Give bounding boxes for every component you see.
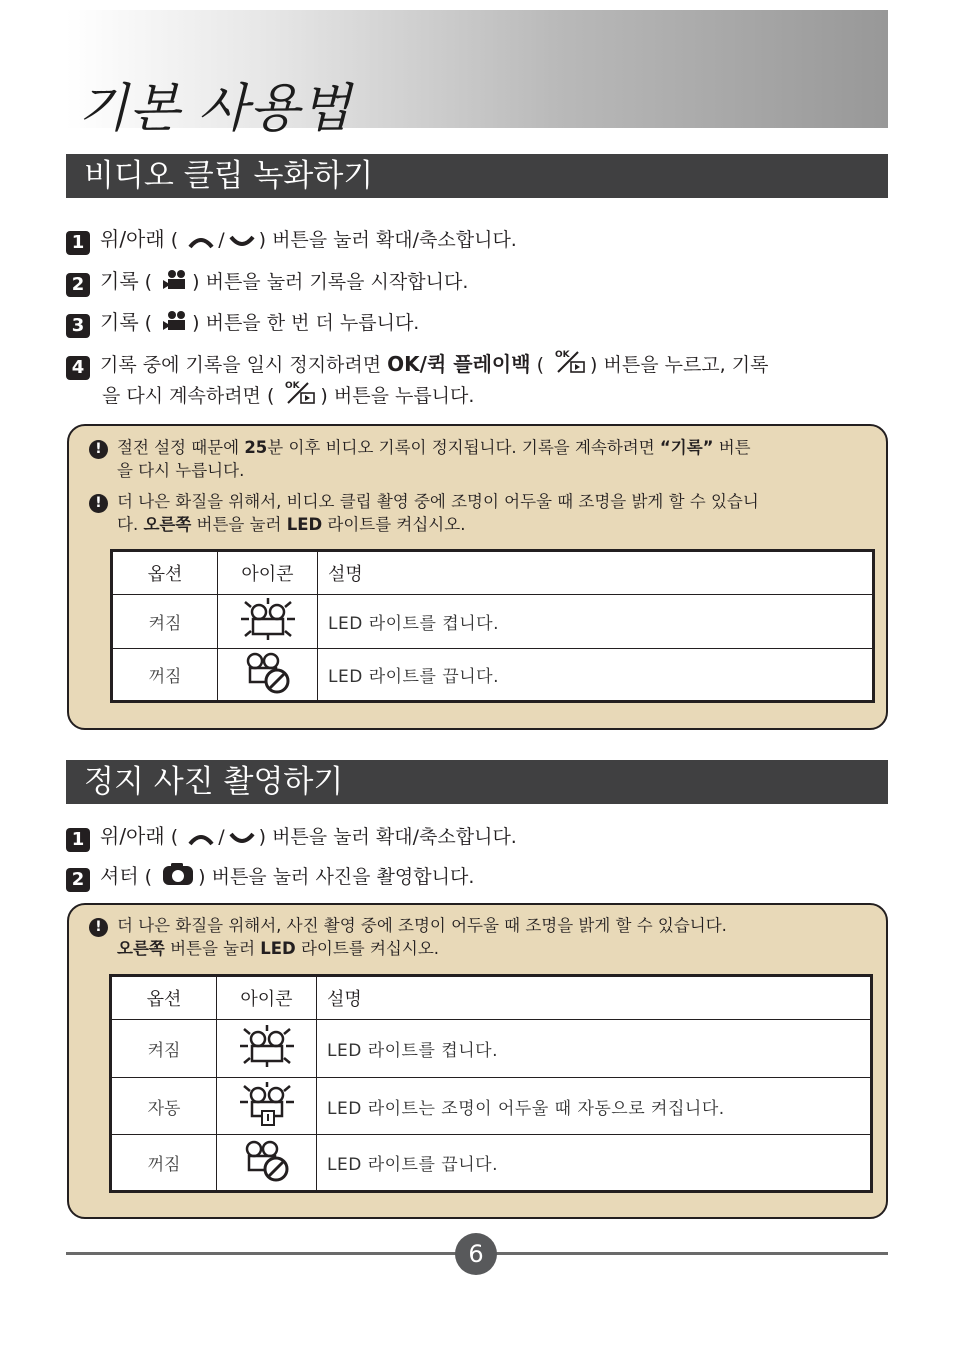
header-option: 옵션 (112, 551, 218, 595)
video-step-1: 1 위/아래 ( / ) 버튼을 눌러 확대/축소합니다. (66, 226, 517, 255)
table-row: 자동 LED 라이트는 조명이 어두울 때 자동으로 켜집니다. (111, 1078, 872, 1135)
header-description: 설명 (318, 551, 874, 595)
table-header-row (111, 976, 872, 1020)
page-number: 6 (455, 1233, 497, 1275)
led-auto-icon (236, 1081, 298, 1127)
video-step-3: 3 기록 ( ) 버튼을 한 번 더 누릅니다. (66, 309, 419, 338)
up-arrow-icon (188, 235, 214, 249)
photo-notes-box (67, 903, 888, 1219)
warning-icon: ! (89, 918, 108, 937)
led-on-icon (236, 1023, 298, 1069)
video-record-icon (162, 310, 188, 332)
video-note-2: ! 더 나은 화질을 위해서, 비디오 클립 촬영 중에 조명이 어두울 때 조명을 밝게 할 수 있습니 다. 오른쪽 버튼을 눌러 LED 라이트를 켜십시오. (89, 490, 759, 536)
led-off-icon (237, 649, 299, 695)
down-arrow-icon (229, 832, 255, 846)
video-step-4: 4 기록 중에 기록을 일시 정지하려면 OK/퀵 플레이백 ( OK ) 버튼을 누르고, 기록 (66, 348, 768, 380)
camera-shutter-icon (162, 862, 194, 886)
section-heading-photo: 정지 사진 촬영하기 (66, 760, 888, 804)
up-arrow-icon (188, 832, 214, 846)
video-notes-box (67, 424, 888, 730)
video-record-icon (162, 269, 188, 291)
header-icon: 아이콘 (218, 551, 318, 595)
ok-playback-icon (554, 348, 586, 374)
video-step-4-line2: 을 다시 계속하려면 ( OK ) 버튼을 누릅니다. (102, 381, 475, 407)
ok-playback-icon (284, 379, 316, 405)
photo-note-1: ! 더 나은 화질을 위해서, 사진 촬영 중에 조명이 어두울 때 조명을 밝게 할 수 있습니다. 오른쪽 버튼을 눌러 LED 라이트를 켜십시오. (89, 914, 727, 960)
video-note-1: ! 절전 설정 때문에 25분 이후 비디오 기록이 정지됩니다. 기록을 계속하려면 “기록” 버튼 을 다시 누릅니다. (89, 436, 751, 482)
table-row: 꺼짐 LED 라이트를 끕니다. (111, 1135, 872, 1192)
section-heading-video: 비디오 클립 녹화하기 (66, 154, 888, 198)
warning-icon: ! (89, 440, 108, 459)
table-row: 켜짐 LED 라이트를 켭니다. (111, 1020, 872, 1078)
photo-step-2: 2 셔터 ( ) 버튼을 눌러 사진을 촬영합니다. (66, 862, 474, 892)
table-row: 꺼짐 LED 라이트를 끕니다. (112, 649, 874, 702)
photo-led-options-table (109, 974, 873, 1193)
header-icon: 아이콘 (217, 976, 317, 1020)
photo-step-1: 1 위/아래 ( / ) 버튼을 눌러 확대/축소합니다. (66, 823, 517, 852)
table-header-row (112, 551, 874, 595)
header-description: 설명 (317, 976, 872, 1020)
table-row: 켜짐 LED 라이트를 켭니다. (112, 595, 874, 649)
led-off-icon (236, 1137, 298, 1183)
down-arrow-icon (229, 235, 255, 249)
video-led-options-table (110, 549, 875, 703)
video-step-2: 2 기록 ( ) 버튼을 눌러 기록을 시작합니다. (66, 268, 468, 297)
led-on-icon (237, 596, 299, 642)
page-title: 기본 사용법 (78, 79, 352, 139)
header-option: 옵션 (111, 976, 217, 1020)
svg-text:OK: OK (555, 350, 570, 360)
warning-icon: ! (89, 494, 108, 513)
svg-text:OK: OK (285, 381, 301, 391)
